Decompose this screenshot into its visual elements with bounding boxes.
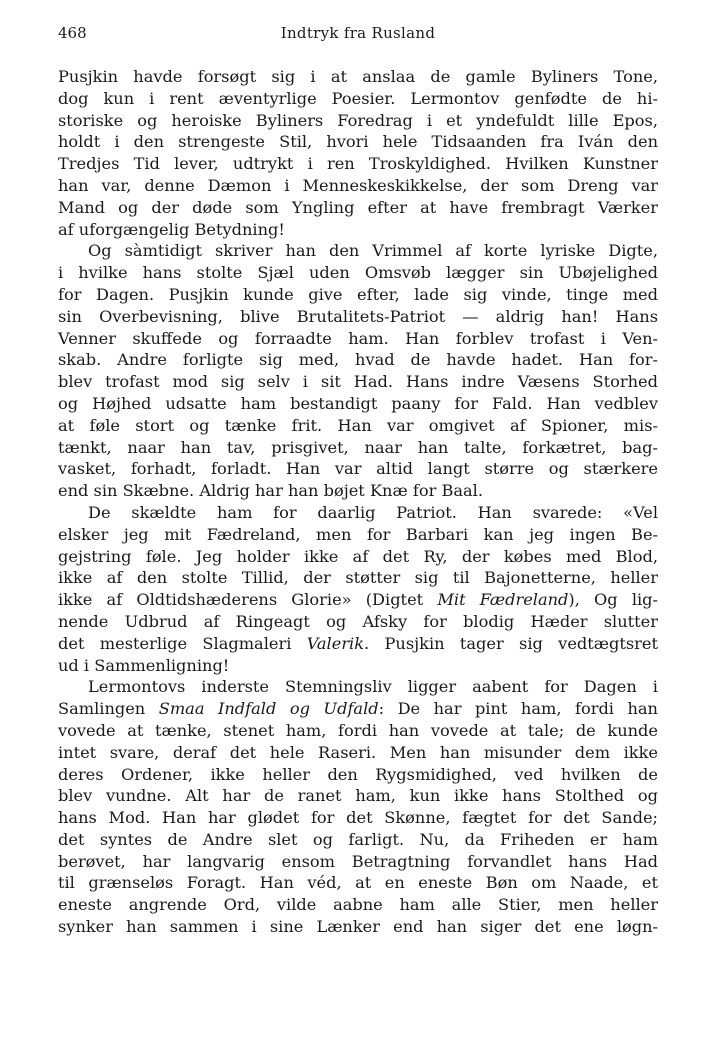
text-line-content: berøvet, har langvarig ensom Betragtning forvandlet hans Had: [58, 851, 658, 871]
text-line: [58, 153, 658, 175]
text-line-content: at føle stort og tænke frit. Han var omgivet af Spioner, mis-: [58, 415, 658, 435]
text-line-content: ud i Sammenligning!: [58, 655, 230, 675]
text-line: [58, 742, 658, 764]
text-line: [58, 698, 658, 720]
text-line: [58, 131, 658, 153]
page-number: 468: [58, 24, 87, 42]
text-line-content: elsker jeg mit Fædreland, men for Barbari kan jeg ingen Be-: [58, 524, 658, 544]
text-line-continuation: : De har pint ham, fordi han: [378, 699, 658, 719]
text-line: [58, 371, 658, 393]
text-line-content: ikke af Oldtidshæderens Glorie» (Digtet: [58, 590, 438, 610]
text-line: [58, 175, 658, 197]
text-line: [58, 872, 658, 894]
text-line-content: Tredjes Tid lever, udtrykt i ren Troskyldighed. Hvilken Kunstner: [58, 154, 658, 174]
text-line-content: vovede at tænke, stenet ham, fordi han vovede at tale; de kunde: [58, 720, 658, 740]
text-line-content: til grænseløs Foragt. Han véd, at en eneste Bøn om Naade, et: [58, 873, 658, 893]
text-line-content: Samlingen: [58, 699, 159, 719]
text-line-content: deres Ordener, ikke heller den Rygsmidighed, ved hvilken de: [58, 764, 658, 784]
text-line: [58, 88, 658, 110]
text-line-content: vasket, forhadt, forladt. Han var altid langt større og stærkere: [58, 459, 658, 479]
text-line-content: synker han sammen i sine Lænker end han siger det ene løgn-: [58, 917, 658, 937]
text-line-continuation: . Pusjkin tager sig vedtægtsret: [364, 633, 658, 653]
text-line-content: nende Udbrud af Ringeagt og Afsky for blodig Hæder slutter: [58, 611, 658, 631]
text-line-content: sin Overbevisning, blive Brutalitets-Patriot — aldrig han! Hans: [58, 306, 658, 326]
text-line-continuation: ), Og lig-: [568, 590, 659, 610]
text-line-content: blev trofast mod sig selv i sit Had. Hans indre Væsens Storhed: [58, 372, 658, 392]
text-line: [58, 284, 658, 306]
text-line: [58, 546, 658, 568]
text-line-content: han var, denne Dæmon i Menneskeskikkelse, der som Dreng var: [58, 175, 658, 195]
text-line: [58, 110, 658, 132]
text-line: [58, 328, 658, 350]
text-line-content: Mand og der døde som Yngling efter at have frembragt Værker: [58, 197, 658, 217]
text-line-content: det mesterlige Slagmaleri: [58, 633, 307, 653]
text-line: [58, 66, 658, 88]
text-line: [58, 785, 658, 807]
text-line-content: gejstring føle. Jeg holder ikke af det Ry, der købes med Blod,: [58, 546, 658, 566]
italic-title: Smaa Indfald og Udfald: [158, 699, 379, 719]
text-line: [58, 851, 658, 873]
text-line: [58, 611, 658, 633]
text-line: [58, 437, 658, 459]
text-line-content: hans Mod. Han har glødet for det Skønne, fægtet for det Sande;: [58, 808, 658, 828]
text-line: [58, 720, 658, 742]
text-line-content: blev vundne. Alt har de ranet ham, kun ikke hans Stolthed og: [58, 786, 658, 806]
text-line-content: Venner skuffede og forraadte ham. Han forblev trofast i Ven-: [58, 328, 658, 348]
text-line-content: af uforgængelig Betydning!: [58, 219, 285, 239]
text-line: [58, 524, 658, 546]
text-line-content: eneste angrende Ord, vilde aabne ham alle Stier, men heller: [58, 895, 658, 915]
text-line-content: i hvilke hans stolte Sjæl uden Omsvøb lægger sin Ubøjelighed: [58, 263, 658, 283]
text-line-content: skab. Andre forligte sig med, hvad de havde hadet. Han for-: [58, 350, 658, 370]
text-line-content: tænkt, naar han tav, prisgivet, naar han talte, forkætret, bag-: [58, 437, 658, 457]
italic-title: Mit Fædreland: [437, 590, 569, 610]
text-line: [58, 349, 658, 371]
italic-title: Valerik: [306, 633, 365, 653]
text-line: [58, 894, 658, 916]
text-line: [58, 676, 658, 698]
running-title: Indtryk fra Rusland: [280, 24, 436, 42]
text-line-content: holdt i den strengeste Stil, hvori hele Tidsaanden fra Iván den: [58, 132, 658, 152]
text-line-content: storiske og heroiske Byliners Foredrag i et yndefuldt lille Epos,: [58, 110, 658, 130]
text-line-content: Pusjkin havde forsøgt sig i at anslaa de gamle Byliners Tone,: [58, 67, 658, 86]
text-line: [58, 567, 658, 589]
text-line-content: intet svare, deraf det hele Raseri. Men han misunder dem ikke: [58, 742, 658, 762]
text-line: [58, 764, 658, 786]
text-line: [58, 262, 658, 284]
text-line: [58, 829, 658, 851]
text-line: [58, 197, 658, 219]
text-line: [58, 458, 658, 480]
text-line-content: end sin Skæbne. Aldrig har han bøjet Knæ for Baal.: [58, 481, 483, 501]
text-line: [58, 502, 658, 524]
text-line-content: Lermontovs inderste Stemningsliv ligger aabent for Dagen i: [88, 677, 658, 697]
text-line-content: dog kun i rent æventyrlige Poesier. Lermontov genfødte de hi-: [58, 88, 658, 108]
text-line: [58, 306, 658, 328]
text-line: [58, 633, 658, 655]
text-line: [58, 916, 658, 938]
text-line: [58, 219, 658, 241]
text-line: [58, 655, 658, 677]
text-line-content: ikke af den stolte Tillid, der støtter sig til Bajonetterne, heller: [58, 568, 658, 588]
text-line: [58, 415, 658, 437]
text-line: [58, 807, 658, 829]
text-line: [58, 393, 658, 415]
text-line: [58, 589, 658, 611]
text-line: [58, 240, 658, 262]
text-line-content: Og sàmtidigt skriver han den Vrimmel af korte lyriske Digte,: [88, 241, 658, 261]
text-line-content: for Dagen. Pusjkin kunde give efter, lade sig vinde, tinge med: [58, 284, 658, 304]
text-line: [58, 480, 658, 502]
text-line-content: det syntes de Andre slet og farligt. Nu, da Friheden er ham: [58, 829, 658, 849]
text-line-content: og Højhed udsatte ham bestandigt paany for Fald. Han vedblev: [58, 393, 658, 413]
text-line-content: De skældte ham for daarlig Patriot. Han svarede: «Vel: [88, 502, 658, 522]
page-header: [58, 24, 658, 46]
body-text: [58, 66, 658, 938]
